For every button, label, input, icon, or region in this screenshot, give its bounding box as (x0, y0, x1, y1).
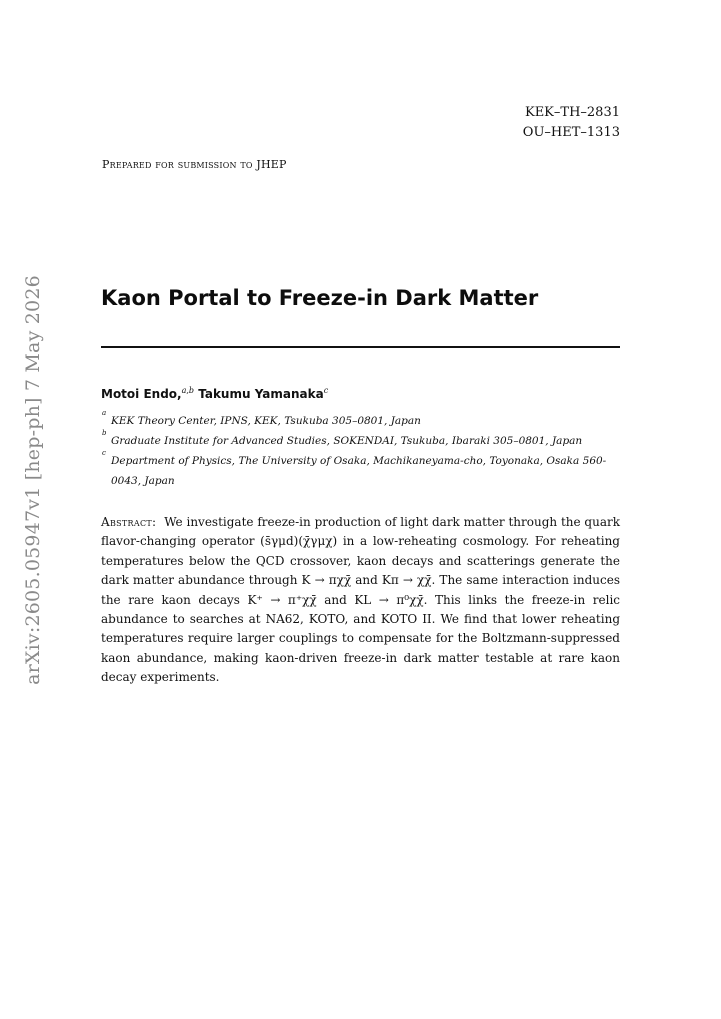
author-name: Takumu Yamanaka (198, 387, 324, 401)
report-number: KEK–TH–2831 (524, 105, 620, 120)
author-affiliation-mark: c (323, 386, 329, 395)
abstract-text: We investigate freeze-in production of light dark matter through the quark flavor-changing operator (s̄γμd)(χ̄γμχ) in a low-reheating cosmology. For reheating temperatures below the QCD crossover, kaon decays and scatterings generate the dark matter abundance through K → πχχ̄ and Kπ → χχ̄. The same interaction induces the rare kaon decays K⁺ → π⁺χχ̄ and KL → π⁰χχ̄. This links the freeze-in relic abundance to searches at NA62, KOTO, and KOTO II. We find that lower reheating temperatures require larger couplings to compensate for the Boltzmann-suppressed kaon abundance, making kaon-driven freeze-in dark matter testable at rare kaon decay experiments. (101, 515, 620, 685)
affiliation (102, 411, 622, 431)
report-numbers (523, 103, 620, 143)
affiliation-list (102, 411, 622, 491)
affiliation (102, 431, 622, 451)
affiliation-text: Department of Physics, The University of Osaka, Machikaneyama-cho, Toyonaka, Osaka 560-0043, Japan (111, 455, 607, 487)
title-divider (101, 346, 620, 348)
affiliation-text: Graduate Institute for Advanced Studies, SOKENDAI, Tsukuba, Ibaraki 305–0801, Japan (111, 435, 583, 447)
abstract-label: Abstract: (101, 515, 157, 529)
report-number: OU–HET–1313 (522, 125, 620, 140)
submission-note: Prepared for submission to JHEP (102, 158, 287, 171)
author-name: Motoi Endo, (101, 387, 182, 401)
abstract (101, 513, 620, 688)
paper-title: Kaon Portal to Freeze-in Dark Matter (101, 286, 539, 310)
author-affiliation-mark: a,b (181, 386, 195, 395)
arxiv-identifier-stamp: arXiv:2605.05947v1 [hep-ph] 7 May 2026 (22, 275, 44, 685)
author-list (101, 386, 328, 401)
affiliation-mark: b (102, 429, 107, 437)
affiliation-mark: a (102, 409, 107, 417)
affiliation (102, 451, 622, 491)
affiliation-mark: c (102, 449, 106, 457)
affiliation-text: KEK Theory Center, IPNS, KEK, Tsukuba 305–0801, Japan (111, 415, 421, 427)
